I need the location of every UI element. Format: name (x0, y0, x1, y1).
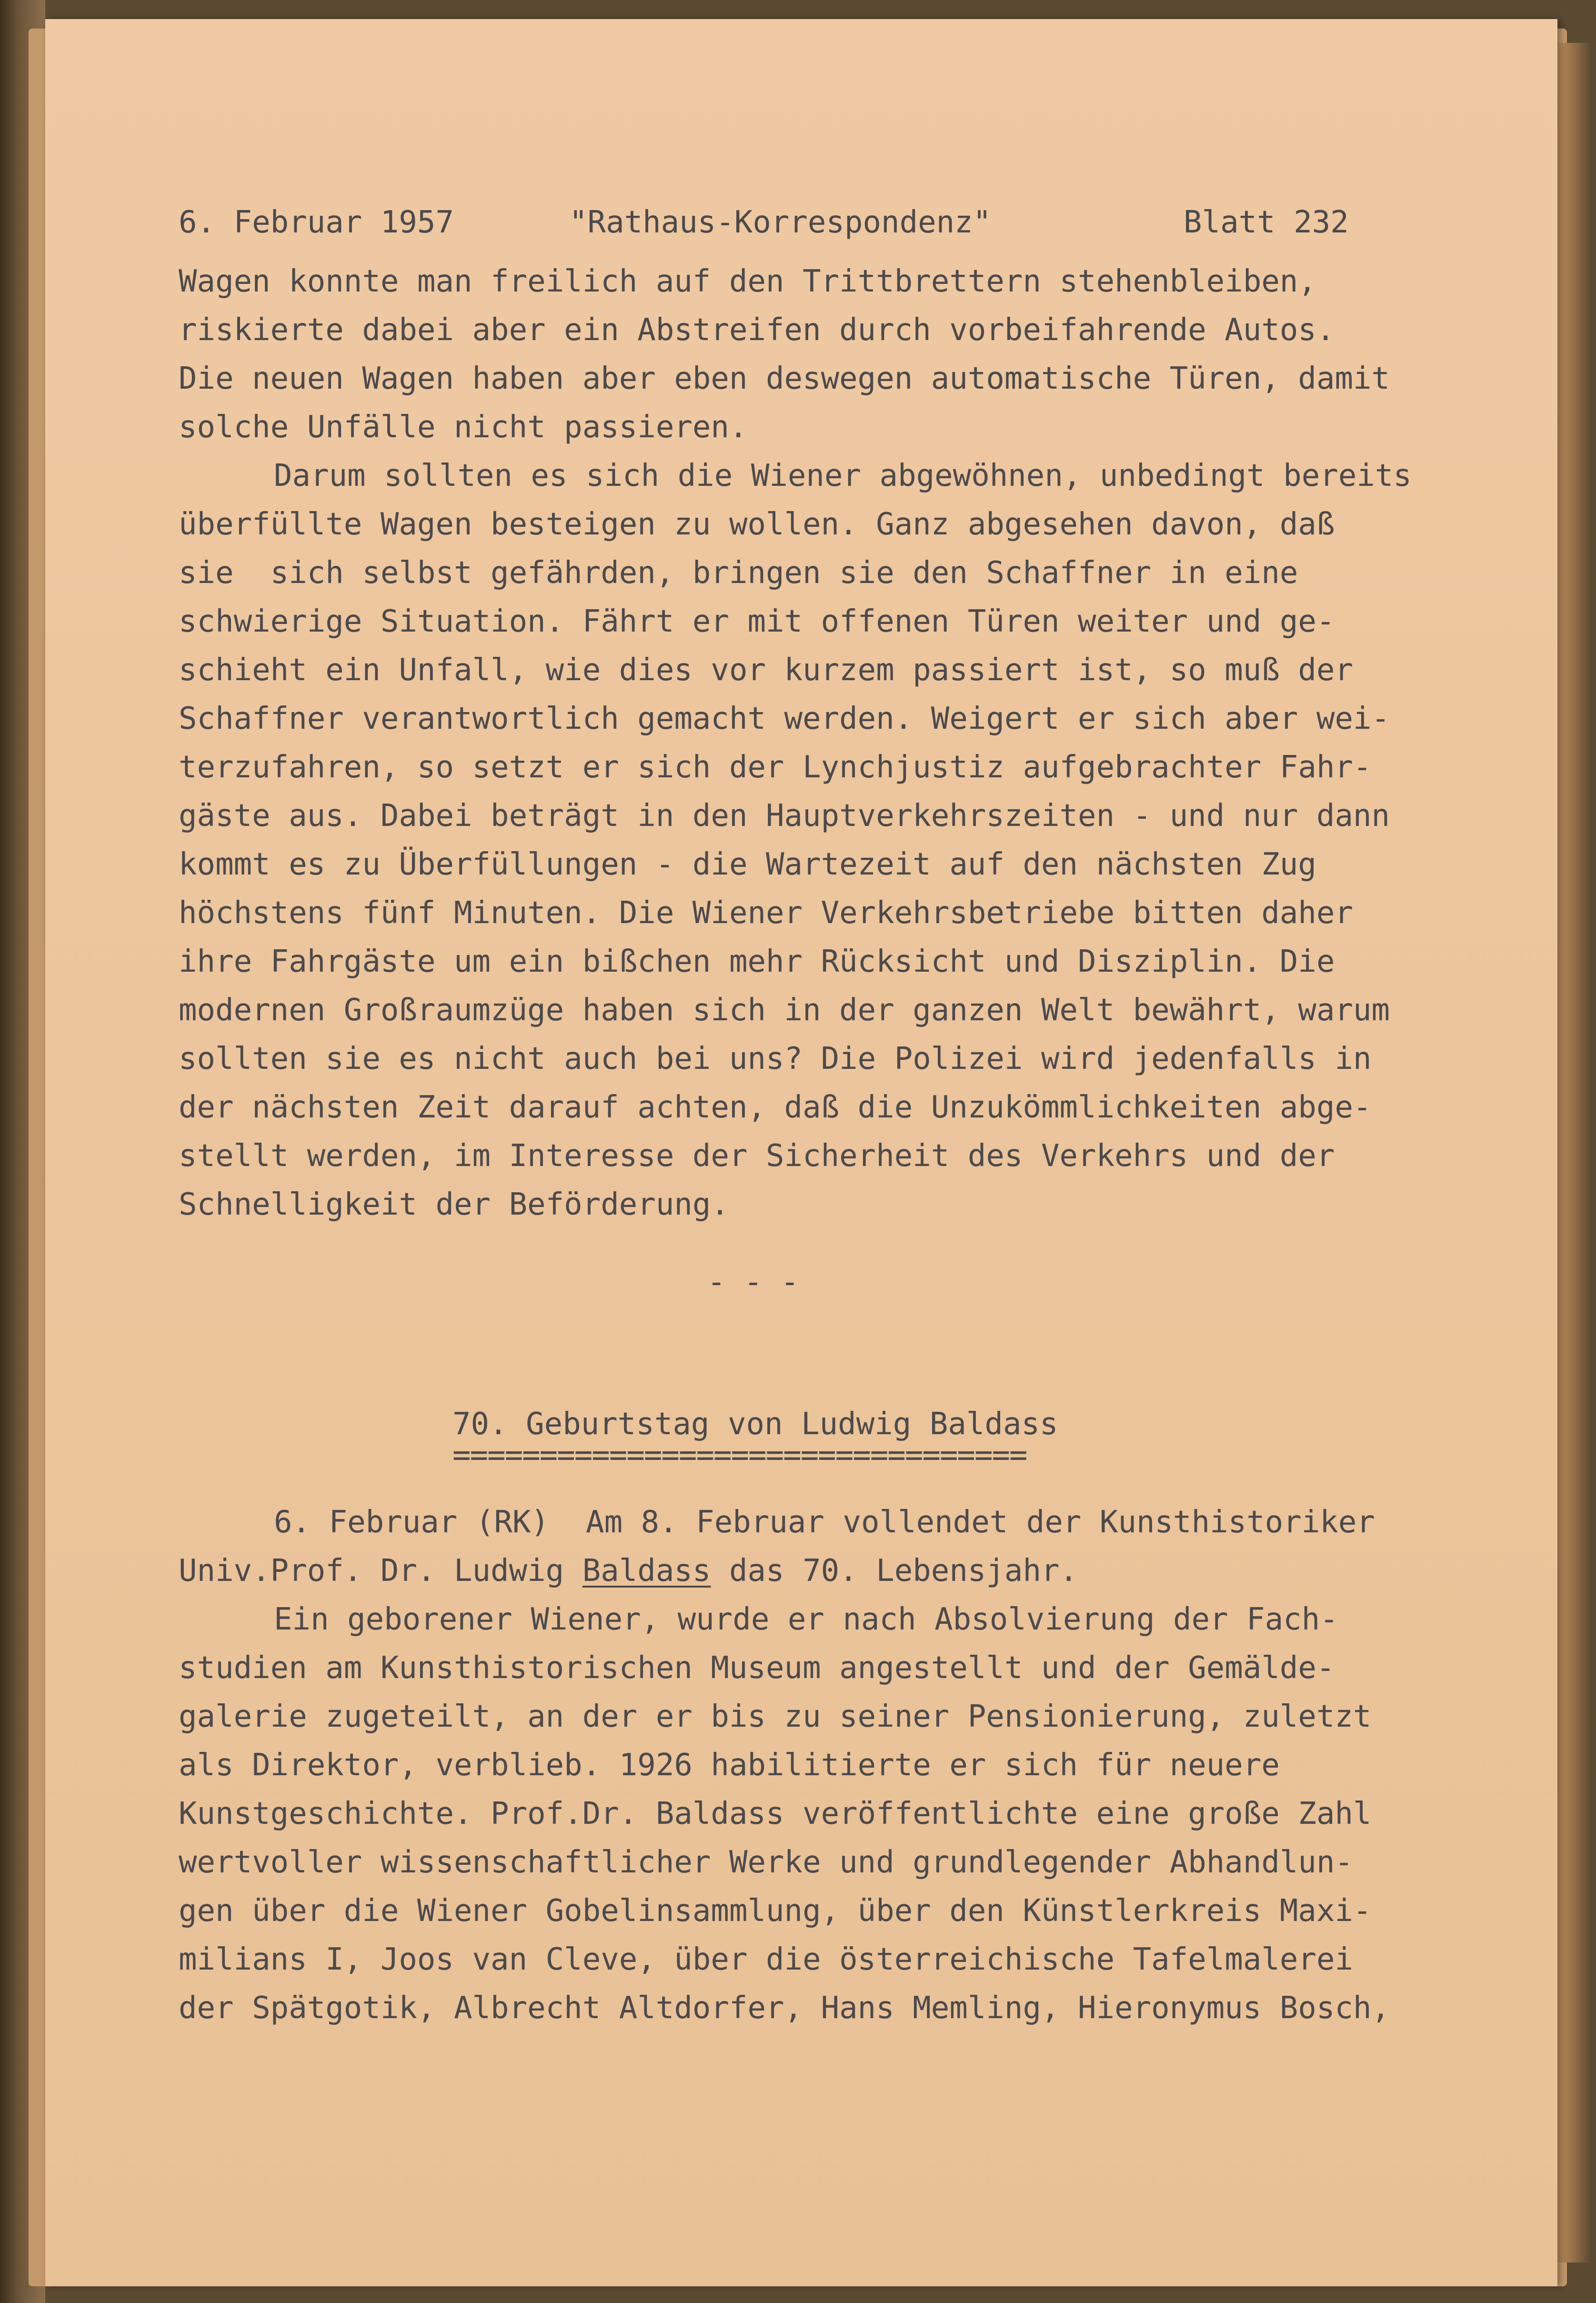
text-line: der nächsten Zeit darauf achten, daß die Unzukömmlichkeiten abge- (179, 1090, 1372, 1125)
text-line: als Direktor, verblieb. 1926 habilitierte er sich für neuere (179, 1748, 1280, 1783)
text-line: höchstens fünf Minuten. Die Wiener Verkehrsbetriebe bitten daher (179, 895, 1353, 931)
text-line: wertvoller wissenschaftlicher Werke und grundlegender Abhandlun- (179, 1845, 1353, 1880)
text-line: milians I, Joos van Cleve, über die österreichische Tafelmalerei (179, 1942, 1353, 1977)
underlined-name: Baldass (582, 1553, 711, 1589)
page-header (131, 205, 1417, 248)
text-line: Wagen konnte man freilich auf den Trittbrettern stehenbleiben, (179, 264, 1316, 299)
text-line: ihre Fahrgäste um ein bißchen mehr Rücksicht und Disziplin. Die (179, 944, 1335, 979)
text-line: Schaffner verantwortlich gemacht werden. Weigert er sich aber wei- (179, 701, 1390, 736)
text-line: schieht ein Unfall, wie dies vor kurzem passiert ist, so muß der (179, 653, 1353, 688)
text-line: modernen Großraumzüge haben sich in der ganzen Welt bewährt, warum (179, 993, 1390, 1028)
text-line: terzufahren, so setzt er sich der Lynchjustiz aufgebrachter Fahr- (179, 750, 1372, 785)
section-separator: - - - (707, 1265, 799, 1300)
text-line: Ein geborener Wiener, wurde er nach Absolvierung der Fach- (274, 1602, 1338, 1637)
text-line: schwierige Situation. Fährt er mit offenen Türen weiter und ge- (179, 604, 1335, 639)
text-line: solche Unfälle nicht passieren. (179, 410, 748, 445)
continuation-text (179, 257, 1531, 1229)
article-body (179, 1498, 1531, 2032)
text-line: riskierte dabei aber ein Abstreifen durch vorbeifahrende Autos. (179, 312, 1335, 348)
article-heading-block (452, 1403, 1110, 1473)
heading-double-rule: ================================= (452, 1438, 1027, 1473)
text-line: sie sich selbst gefährden, bringen sie den Schaffner in eine (179, 555, 1298, 591)
text-line: Die neuen Wagen haben aber eben deswegen automatische Türen, damit (179, 361, 1390, 396)
article-lead-line (179, 1547, 1531, 1595)
lead-suffix: das 70. Lebensjahr. (711, 1553, 1078, 1589)
header-title: "Rathaus-Korrespondenz" (569, 205, 992, 240)
text-line: galerie zugeteilt, an der er bis zu seiner Pensionierung, zuletzt (179, 1699, 1372, 1734)
text-line: Darum sollten es sich die Wiener abgewöhnen, unbedingt bereits (274, 458, 1412, 493)
document-page (45, 19, 1557, 2286)
text-line: sollten sie es nicht auch bei uns? Die Polizei wird jedenfalls in (179, 1041, 1372, 1076)
text-line: gen über die Wiener Gobelinsammlung, über den Künstlerkreis Maxi- (179, 1893, 1372, 1929)
text-line: stellt werden, im Interesse der Sicherheit des Verkehrs und der (179, 1138, 1335, 1174)
page-edge (1557, 43, 1591, 2263)
text-line: kommt es zu Überfüllungen - die Wartezeit auf den nächsten Zug (179, 847, 1316, 882)
text-line: überfüllte Wagen besteigen zu wollen. Ganz abgesehen davon, daß (179, 507, 1335, 542)
lead-prefix: Univ.Prof. Dr. Ludwig (179, 1553, 582, 1589)
article-heading: 70. Geburtstag von Ludwig Baldass (452, 1407, 1058, 1442)
header-date: 6. Februar 1957 (179, 205, 454, 240)
text-line: studien am Kunsthistorischen Museum angestellt und der Gemälde- (179, 1650, 1335, 1686)
text-line: Kunstgeschichte. Prof.Dr. Baldass veröffentlichte eine große Zahl (179, 1796, 1372, 1831)
header-sheet-number: Blatt 232 (1184, 205, 1349, 240)
text-line: gäste aus. Dabei beträgt in den Hauptverkehrszeiten - und nur dann (179, 798, 1390, 834)
text-line: Schnelligkeit der Beförderung. (179, 1187, 729, 1222)
article-lead-line: 6. Februar (RK) Am 8. Februar vollendet der Kunsthistoriker (274, 1505, 1375, 1540)
text-line: der Spätgotik, Albrecht Altdorfer, Hans Memling, Hieronymus Bosch, (179, 1991, 1390, 2026)
